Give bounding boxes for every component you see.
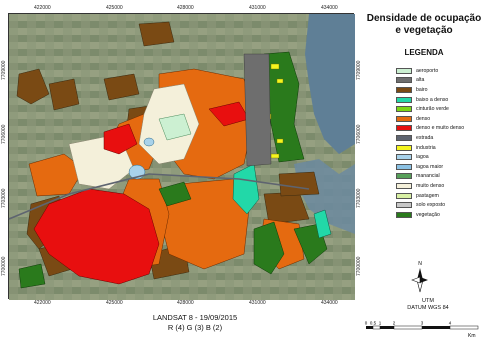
legend-item [396,85,464,95]
legend-swatch [396,106,412,112]
legend-item [396,143,464,153]
x-coord-bottom-1: 425000 [106,300,123,306]
legend-label: bairo [416,86,428,93]
legend-item [396,95,464,105]
legend-label: pastagem [416,192,439,199]
caption-line2: R (4) G (3) B (2) [167,323,223,332]
utm-info [388,298,468,312]
legend-swatch [396,77,412,83]
alta-zones [244,54,271,166]
legend-item [396,152,464,162]
legend-swatch [396,173,412,179]
scale-label: 4 [448,320,452,326]
x-coord-top-3: 431000 [249,5,266,11]
legend [396,66,464,220]
legend-swatch [396,68,412,74]
legend-item [396,191,464,201]
legend-label: muito denso [416,182,445,189]
x-coord-bottom-4: 434000 [321,300,338,306]
x-coord-bottom-0: 422000 [34,300,51,306]
legend-swatch [396,116,412,122]
legend-swatch [396,125,412,131]
y-coord-right-1: 7706000 [356,124,362,144]
utm-line2: DATUM WGS 84 [407,305,449,311]
y-coord-left-1: 7706000 [1,124,7,144]
legend-title: LEGENDA [404,48,444,57]
map-title [364,13,484,37]
legend-label: vegetação [416,211,440,218]
legend-item [396,114,464,124]
x-coord-top-2: 428000 [177,5,194,11]
scale-bar [364,320,486,340]
legend-label: lagoa [416,154,429,161]
utm-line1: UTM [422,298,434,304]
x-coord-top-4: 434000 [321,5,338,11]
x-coord-top-1: 425000 [106,5,123,11]
scale-label: 2 [392,320,396,326]
legend-swatch [396,97,412,103]
x-coord-bottom-3: 431000 [249,300,266,306]
legend-swatch [396,145,412,151]
legend-item [396,66,464,76]
legend-swatch [396,183,412,189]
legend-swatch [396,202,412,208]
legend-item [396,210,464,220]
scale-label: 0.5 [369,320,377,326]
map-title-line1: Densidade de ocupação [366,13,482,24]
legend-item [396,172,464,182]
legend-item [396,200,464,210]
map-title-line2: e vegetação [395,25,453,36]
image-caption [100,313,290,333]
legend-label: solo exposto [416,202,446,209]
legend-item [396,162,464,172]
legend-item [396,76,464,86]
legend-swatch [396,154,412,160]
legend-swatch [396,193,412,199]
legend-label: industria [416,144,436,151]
legend-label: lagoa maior [416,163,444,170]
legend-label: estrada [416,134,434,141]
x-coord-top-0: 422000 [34,5,51,11]
map-frame [8,13,354,299]
caption-line1: LANDSAT 8 - 19/09/2015 [152,313,238,322]
legend-label: aeroporto [416,67,439,74]
y-coord-left-0: 7709000 [1,60,7,80]
y-coord-right-2: 7703000 [356,188,362,208]
legend-label: cinturão verde [416,106,449,113]
north-label: N [418,261,422,267]
scale-label: 1 [378,320,382,326]
legend-item [396,124,464,134]
legend-label: denso [416,115,431,122]
x-coord-bottom-2: 428000 [177,300,194,306]
y-coord-right-0: 7709000 [356,60,362,80]
legend-label: alta [416,77,425,84]
legend-label: denso e muito denso [416,125,465,132]
legend-swatch [396,87,412,93]
north-arrow-icon [410,261,430,294]
legend-label: baixo a denso [416,96,449,103]
legend-swatch [396,135,412,141]
legend-swatch [396,164,412,170]
scale-label: 3 [420,320,424,326]
y-coord-left-3: 7700000 [1,256,7,276]
legend-item [396,181,464,191]
legend-item [396,104,464,114]
scale-unit: Km [468,333,476,339]
legend-item [396,133,464,143]
legend-swatch [396,212,412,218]
y-coord-right-3: 7700000 [356,256,362,276]
land-use-map [9,14,355,300]
y-coord-left-2: 7703000 [1,188,7,208]
legend-label: manancial [416,173,440,180]
scale-label: 0 [364,320,368,326]
